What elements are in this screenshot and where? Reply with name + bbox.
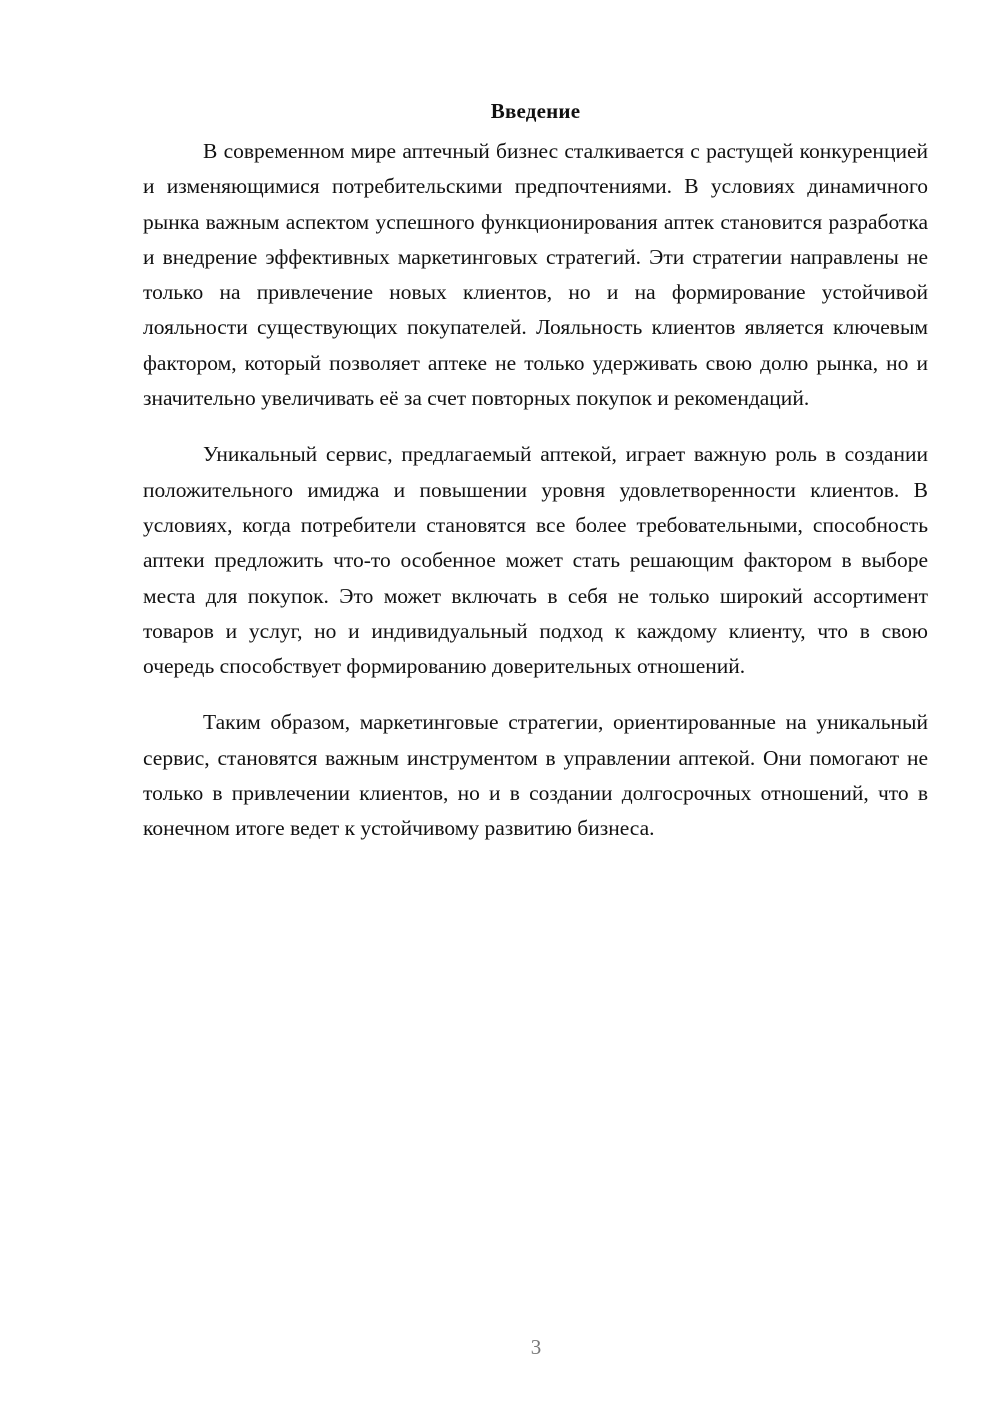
paragraph-2: Уникальный сервис, предлагаемый аптекой, играет важную роль в создании положительного имиджа и повышении уровня удовлетворенности клиентов. В условиях, когда потребители становятся все более требовательными, способность аптеки предложить что-то особенное может стать решающим фактором в выборе места для покупок. Это может включать в себя не только широкий ассортимент товаров и услуг, но и индивидуальный подход к каждому клиенту, что в свою очередь способствует формированию доверительных отношений.	[143, 442, 928, 679]
paragraph-3: Таким образом, маркетинговые стратегии, ориентированные на уникальный сервис, становятся важным инструментом в управлении аптекой. Они помогают не только в привлечении клиентов, но и в создании долгосрочных отношений, что в конечном итоге ведет к устойчивому развитию бизнеса.	[143, 710, 928, 841]
paragraph-1: В современном мире аптечный бизнес сталкивается с растущей конкуренцией и изменяющимися потребительскими предпочтениями. В условиях динамичного рынка важным аспектом успешного функционирования аптек становится разработка и внедрение эффективных маркетинговых стратегий. Эти стратегии направлены не только на привлечение новых клиентов, но и на формирование устойчивой лояльности существующих покупателей. Лояльность клиентов является ключевым фактором, который позволяет аптеке не только удерживать свою долю рынка, но и значительно увеличивать её за счет повторных покупок и рекомендаций.	[143, 139, 928, 411]
section-heading: Введение	[490, 99, 581, 123]
page-number: 3	[530, 1335, 542, 1359]
page-content	[143, 96, 928, 868]
